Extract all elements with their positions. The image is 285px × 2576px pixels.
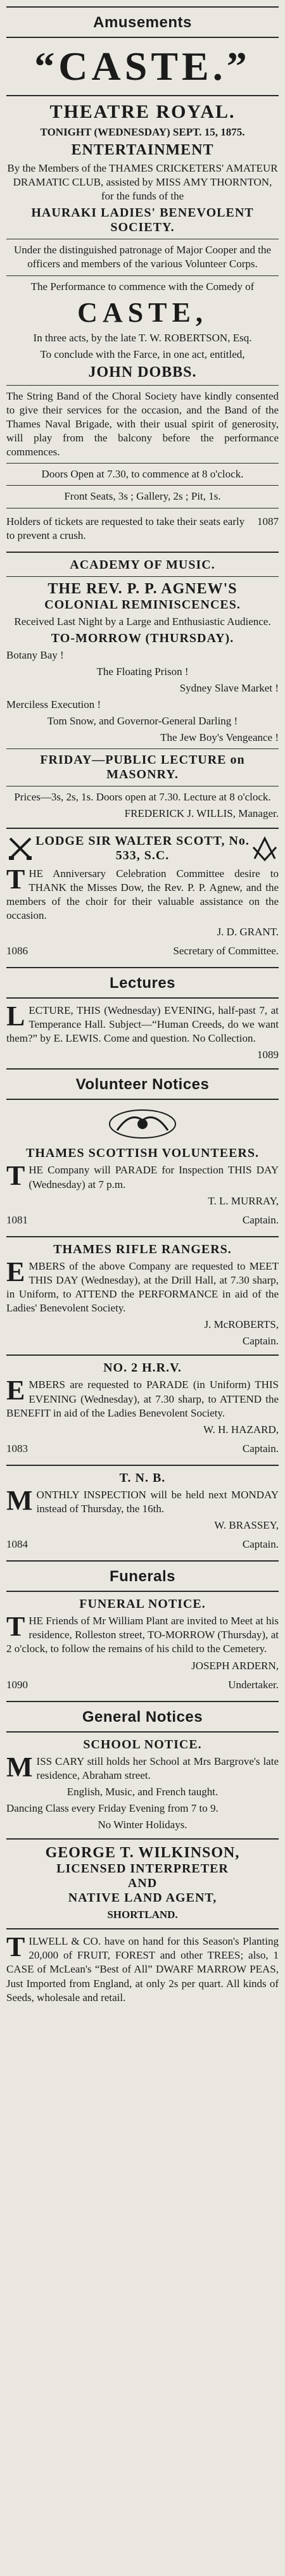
tnb-role: Captain. xyxy=(242,1538,279,1551)
rev-title: THE REV. P. P. AGNEW'S xyxy=(48,580,238,597)
manager-signature: FREDERICK J. WILLIS, Manager. xyxy=(124,807,279,820)
scottish-body: THE Company will PARADE for Inspection THIS DAY (Wednesday) at 7 p.m. xyxy=(6,1160,279,1192)
by-line: By the Members of the THAMES CRICKETERS' AMATEUR DRAMATIC CLUB, assisted by MISS AMY THORNTON, for the funds of the xyxy=(7,162,278,203)
divider xyxy=(6,1465,279,1466)
academy-advert xyxy=(6,558,279,821)
band-note: The String Band of the Choral Society have kindly consented to give their services for the occasion, and the Band of the Thames Naval Brigade, with their usual spirit of generosity, will play from the balcony before the performance commences. xyxy=(6,389,279,458)
hrv-title: NO. 2 H.R.V. xyxy=(103,1361,182,1375)
school-dancing: Dancing Class every Friday Evening from 7 to 9. xyxy=(6,1802,218,1814)
date-line: TONIGHT (WEDNESDAY) SEPT. 15, 1875. xyxy=(40,126,245,138)
theatre-title: THEATRE ROYAL. xyxy=(49,101,236,122)
scottish-role: Captain. xyxy=(242,1213,279,1226)
wilkinson-line3: NATIVE LAND AGENT, xyxy=(68,1891,217,1905)
tilwell-body: TILWELL & CO. have on hand for this Season's Planting 20,000 of FRUIT, FOREST and other TREES; also, 1 CASE of McLean's “Best of All” DWARF MARROW PEAS, Just Imported from England, at only 2s per quart. All kinds of Seeds, wholesale and retail. xyxy=(6,1931,279,2004)
play-title: CASTE, xyxy=(77,296,208,328)
divider xyxy=(6,1236,279,1237)
received-note: Received Last Night by a Large and Enthusiastic Audience. xyxy=(14,615,271,628)
divider xyxy=(6,1354,279,1356)
school-body: MISS CARY still holds her School at Mrs Bargrove's late residence, Abraham street. xyxy=(6,1751,279,1783)
divider xyxy=(6,828,279,829)
wilkinson-line1: LICENSED INTERPRETER xyxy=(56,1862,229,1876)
divider xyxy=(6,95,279,96)
society-name: HAURAKI LADIES' BENEVOLENT SOCIETY. xyxy=(31,206,254,235)
square-compass-icon xyxy=(251,835,279,862)
rifle-role: Captain. xyxy=(242,1335,279,1348)
wilkinson-notice xyxy=(6,1845,279,1922)
tomorrow-heading: TO-MORROW (THURSDAY). xyxy=(51,631,234,645)
divider xyxy=(6,385,279,386)
rifle-notice xyxy=(6,1242,279,1349)
ref-number: 1087 xyxy=(257,515,279,527)
hrv-body: EMBERS are requested to PARADE (in Uniform) THIS EVENING (Wednesday), at 7.30 sharp, to ATTEND the BENEFIT in aid of the Ladies Benevolent Society. xyxy=(6,1375,279,1419)
lecture-body: LECTURE, THIS (Wednesday) EVENING, half-past 7, at Temperance Hall. Subject—“Human Creeds, do we want them?” by E. LEWIS. Come and question. No Collection. xyxy=(6,1001,279,1045)
merciless-line: Merciless Execution ! xyxy=(6,698,101,711)
rifle-title: THAMES RIFLE RANGERS. xyxy=(53,1242,232,1256)
tnb-ref: 1084 xyxy=(6,1538,28,1551)
tom-line: Tom Snow, and Governor-General Darling ! xyxy=(47,715,238,728)
school-holidays: No Winter Holidays. xyxy=(98,1819,187,1831)
funeral-role: Undertaker. xyxy=(228,1678,279,1691)
lecture-notice xyxy=(6,1001,279,1062)
divider xyxy=(6,1928,279,1929)
doors-note: Doors Open at 7.30, to commence at 8 o'clock. xyxy=(41,468,244,481)
wilkinson-line2: AND xyxy=(127,1876,158,1891)
section-funerals: Funerals xyxy=(6,1560,279,1592)
section-amusements: Amusements xyxy=(6,6,279,38)
caste-advert xyxy=(6,43,279,545)
academy-prices: Prices—3s, 2s, 1s. Doors open at 7.30. Lecture at 8 o'clock. xyxy=(14,791,271,804)
wilkinson-name: GEORGE T. WILKINSON, xyxy=(45,1845,240,1862)
section-lectures: Lectures xyxy=(6,967,279,999)
funeral-notice xyxy=(6,1597,279,1694)
funeral-ref: 1090 xyxy=(6,1678,28,1691)
funeral-body: THE Friends of Mr William Plant are invited to Meet at his residence, Rolleston street, TO-MORROW (Thursday), at 2 o'clock, to follow the remains of his child to the Cemetery. xyxy=(6,1611,279,1655)
divider xyxy=(6,552,279,553)
jew-line: The Jew Boy's Vengeance ! xyxy=(160,731,279,744)
tnb-title: T. N. B. xyxy=(119,1470,166,1485)
scottish-signer: T. L. MURRAY, xyxy=(208,1194,279,1207)
lodge-role: Secretary of Committee. xyxy=(173,945,279,957)
holders-row xyxy=(6,512,279,545)
tnb-signer: W. BRASSEY, xyxy=(214,1519,279,1532)
divider xyxy=(6,1838,279,1840)
hrv-notice xyxy=(6,1361,279,1458)
tnb-body: MONTHLY INSPECTION will be held next MONDAY instead of Thursday, the 16th. xyxy=(6,1484,279,1516)
lecture-ref: 1089 xyxy=(257,1049,279,1061)
tnb-notice xyxy=(6,1471,279,1554)
lodge-signer: J. D. GRANT. xyxy=(217,925,279,938)
prices-note: Front Seats, 3s ; Gallery, 2s ; Pit, 1s. xyxy=(64,490,221,503)
funeral-signer: JOSEPH ARDERN, xyxy=(191,1659,279,1672)
prison-line: The Floating Prison ! xyxy=(96,665,189,678)
school-notice xyxy=(6,1738,279,1832)
scottish-notice xyxy=(6,1105,279,1229)
school-title: SCHOOL NOTICE. xyxy=(83,1737,202,1752)
sydney-line: Sydney Slave Market ! xyxy=(179,681,279,694)
hrv-role: Captain. xyxy=(242,1442,279,1455)
royal-crest-icon xyxy=(104,1105,180,1143)
tilwell-notice xyxy=(6,1931,279,2004)
hrv-signer: W. H. HAZARD, xyxy=(203,1423,279,1436)
divider xyxy=(6,463,279,464)
play-note: In three acts, by the late T. W. ROBERTSON, Esq. xyxy=(33,331,252,344)
rifle-signer: J. McROBERTS, xyxy=(204,1318,279,1331)
divider xyxy=(6,748,279,749)
patronage: Under the distinguished patronage of Major Cooper and the officers and members of the various Volunteer Corps. xyxy=(13,244,271,270)
divider xyxy=(6,485,279,486)
farce-title: JOHN DOBBS. xyxy=(88,363,197,381)
lodge-body: THE Anniversary Celebration Committee desire to THANK the Misses Dow, the Rev. P. P. Agnew, and the members of the choir for their valuable assistance on the occasion. xyxy=(6,863,279,921)
hrv-ref: 1083 xyxy=(6,1442,28,1455)
lodge-notice xyxy=(6,834,279,961)
section-volunteer: Volunteer Notices xyxy=(6,1068,279,1100)
lodge-title: LODGE SIR WALTER SCOTT, No. 533, S.C. xyxy=(35,833,250,862)
botany-line: Botany Bay ! xyxy=(6,648,64,661)
wilkinson-place: SHORTLAND. xyxy=(107,1909,178,1921)
scottish-title: THAMES SCOTTISH VOLUNTEERS. xyxy=(26,1146,259,1161)
school-subjects: English, Music, and French taught. xyxy=(66,1785,218,1798)
section-general: General Notices xyxy=(6,1701,279,1733)
rifle-body: EMBERS of the above Company are requested to MEET THIS DAY (Wednesday), at the Drill Hall, at 7.30 sharp, in Uniform, to ATTEND the PERFORMANCE in aid of the Ladies' Benevolent Society. xyxy=(6,1256,279,1315)
funeral-title: FUNERAL NOTICE. xyxy=(79,1597,206,1612)
colonial-title: COLONIAL REMINISCENCES. xyxy=(44,597,241,612)
divider xyxy=(6,576,279,577)
friday-lecture: FRIDAY—PUBLIC LECTURE on MASONRY. xyxy=(40,753,245,782)
farce-intro: To conclude with the Farce, in one act, entitled, xyxy=(40,348,245,360)
caste-headline: “CASTE.” xyxy=(34,44,251,89)
holders-note: Holders of tickets are requested to take their seats early to prevent a crush. xyxy=(6,515,245,541)
entertainment-heading: ENTERTAINMENT xyxy=(71,142,214,159)
scottish-ref: 1081 xyxy=(6,1213,28,1226)
divider xyxy=(6,275,279,276)
crossed-swords-icon xyxy=(6,835,34,862)
lodge-ref: 1086 xyxy=(6,945,28,957)
performance-intro: The Performance to commence with the Comedy of xyxy=(30,280,255,293)
academy-title: ACADEMY OF MUSIC. xyxy=(70,557,215,572)
